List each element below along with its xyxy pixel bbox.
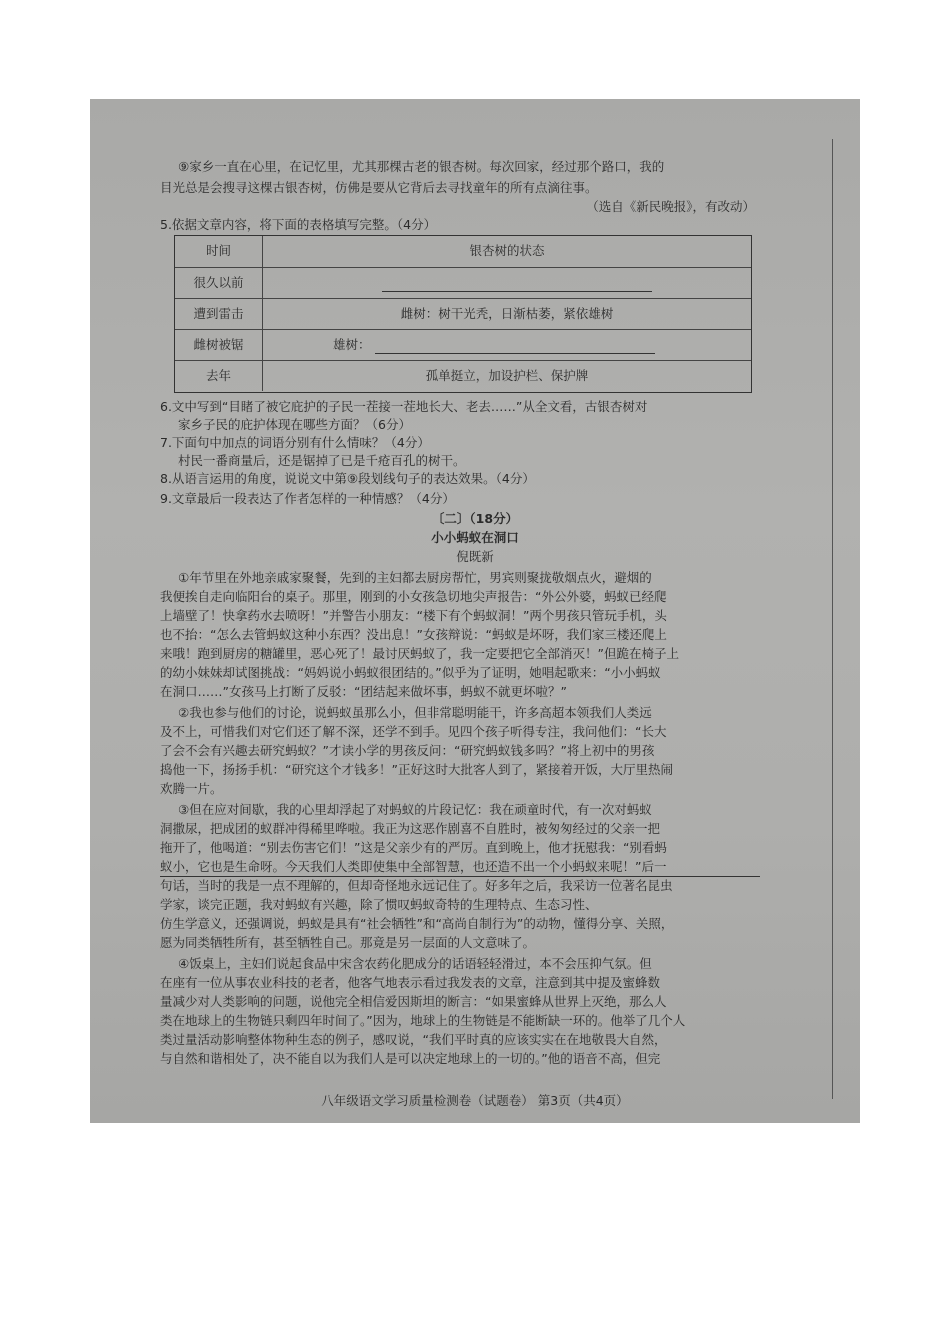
answer-blank[interactable] <box>382 275 652 292</box>
table-header-state: 银杏树的状态 <box>469 243 545 258</box>
table-cell-time: 遭到雷击 <box>175 299 263 329</box>
body-line: ③但在应对间歇，我的心里却浮起了对蚂蚁的片段记忆：我在顽童时代，有一次对蚂蚁 <box>178 802 652 817</box>
table-cell-state: 雌树：树干光秃，日渐枯萎，紧依雄树 <box>400 306 614 321</box>
body-line: 在座有一位从事农业科技的老者，他客气地表示看过我发表的文章，注意到其中提及蜜蜂数 <box>160 975 661 990</box>
section-heading: 〔二〕（18分） <box>431 511 519 526</box>
body-line: 上墙壁了！快拿药水去喷呀！”并警告小朋友：“楼下有个蚂蚁洞！”两个男孩只管玩手机，头 <box>160 608 667 623</box>
answer-table <box>174 235 752 393</box>
para-top-line-1: ⑨家乡一直在心里，在记忆里，尤其那棵古老的银杏树。每次回家，经过那个路口，我的 <box>178 159 665 174</box>
question-7: 7.下面句中加点的词语分别有什么情味？（4分） <box>160 435 430 450</box>
question-9: 9.文章最后一段表达了作者怎样的一种情感？（4分） <box>160 491 455 506</box>
table-cell-time: 雌树被锯 <box>175 330 263 360</box>
article-title: 小小蚂蚁在洞口 <box>431 530 519 545</box>
table-cell-state[interactable] <box>263 330 751 360</box>
body-line: 了会不会有兴趣去研究蚂蚁？”才读小学的男孩反问：“研究蚂蚁钱多吗？”将上初中的男孩 <box>160 743 655 758</box>
body-line: 我便挨自走向临阳台的桌子。那里，刚到的小女孩急切地尖声报告：“外公外婆，蚂蚁已经爬 <box>160 589 667 604</box>
body-line: 也不抬：“怎么去管蚂蚁这种小东西？没出息！”女孩辩说：“蚂蚁是坏呀，我们家三楼还爬上 <box>160 627 667 642</box>
para-top-line-2: 目光总是会搜寻这棵古银杏树，仿佛是要从它背后去寻找童年的所有点滴往事。 <box>160 180 598 195</box>
body-line: 来哦！跑到厨房的糖罐里，恶心死了！最讨厌蚂蚁了，我一定要把它全部消灭！”但跪在椅子上 <box>160 646 679 661</box>
body-line: 类在地球上的生物链只剩四年时间了。”因为，地球上的生物链是不能断缺一环的。他举了几个人 <box>160 1013 686 1028</box>
table-cell-time: 很久以前 <box>175 268 263 298</box>
question-8: 8.从语言运用的角度，说说文中第⑨段划线句子的表达效果。（4分） <box>160 471 535 486</box>
body-line: 学家，谈完正题，我对蚂蚁有兴趣，除了惯叹蚂蚁奇特的生理特点、生态习性、 <box>160 897 598 912</box>
table-header-time: 时间 <box>175 236 263 267</box>
body-line: 及不上，可惜我们对它们还了解不深，还学不到手。见四个孩子听得专注，我问他们：“长大 <box>160 724 667 739</box>
body-line: 洞撒尿，把成团的蚁群冲得稀里哗啦。我正为这恶作剧喜不自胜时，被匆匆经过的父亲一把 <box>160 821 661 836</box>
body-line: ①年节里在外地亲戚家聚餐，先到的主妇都去厨房帮忙，男宾则聚拢敬烟点火，避烟的 <box>178 570 652 585</box>
body-line: 捣他一下，扬扬手机：“研究这个才钱多！”正好这时大批客人到了，紧接着开饭，大厅里热闹 <box>160 762 673 777</box>
body-line: 的幼小妹妹却试图挑战：“妈妈说小蚂蚁很团结的。”似乎为了证明，她唱起歌来：“小小蚂蚁 <box>160 665 661 680</box>
body-line: 拖开了，他喝道：“别去伤害它们！”这是父亲少有的严厉。直到晚上，他才抚慰我：“别看蚂 <box>160 840 667 855</box>
table-row <box>175 267 751 298</box>
body-line: 欢腾一片。 <box>160 781 223 796</box>
body-line: 句话，当时的我是一点不理解的，但却奇怪地永远记住了。好多年之后，我采访一位著名昆虫 <box>160 878 673 893</box>
body-line: 愿为同类牺牲所有，甚至牺牲自己。那竟是另一层面的人文意味了。 <box>160 935 536 950</box>
question-5: 5.依据文章内容，将下面的表格填写完整。（4分） <box>160 217 437 232</box>
question-6-line-1: 6.文中写到“目睹了被它庇护的子民一茬接一茬地长大、老去……”从全文看，古银杏树对 <box>160 399 648 414</box>
exam-page <box>90 99 860 1123</box>
body-line: 在洞口……”女孩马上打断了反驳：“团结起来做坏事，蚂蚁不就更坏啦？” <box>160 684 567 699</box>
body-line: 与自然和谐相处了，决不能自以为我们人是可以决定地球上的一切的。”他的语音不高，但完 <box>160 1051 661 1066</box>
body-line: ②我也参与他们的讨论，说蚂蚁虽那么小，但非常聪明能干，许多高超本领我们人类远 <box>178 705 652 720</box>
body-line-underlined: 蚁小，它也是生命呀。今天我们人类即使集中全部智慧，也还造不出一个小蚂蚁来呢！”后一 <box>160 857 760 877</box>
body-line: ④饭桌上，主妇们说起食品中宋含农药化肥成分的话语轻轻滑过，本不会压抑气氛。但 <box>178 956 652 971</box>
page-footer: 八年级语文学习质量检测卷（试题卷） 第3页（共4页） <box>321 1093 629 1108</box>
body-line: 仿生学意义，还强调说，蚂蚁是具有“社会牺牲”和“高尚自制行为”的动物，懂得分享、关照， <box>160 916 674 931</box>
article-author: 倪既新 <box>456 549 494 564</box>
table-cell-state: 孤单挺立，加设护栏、保护牌 <box>425 368 589 383</box>
question-6-line-2: 家乡子民的庇护体现在哪些方面？（6分） <box>178 417 411 432</box>
photo-background <box>90 99 860 1123</box>
table-cell-state-label: 雄树： <box>333 337 371 352</box>
table-cell-blank[interactable] <box>263 268 751 298</box>
answer-blank[interactable] <box>375 337 655 354</box>
table-row <box>175 298 751 329</box>
table-header-row <box>175 236 751 267</box>
body-line: 量减少对人类影响的问题，说他完全相信爱因斯坦的断言：“如果蜜蜂从世界上灭绝，那么人 <box>160 994 667 1009</box>
table-row <box>175 360 751 391</box>
source-note: （选自《新民晚报》，有改动） <box>586 199 755 214</box>
table-row <box>175 329 751 360</box>
table-cell-time: 去年 <box>175 361 263 391</box>
margin-line <box>832 139 833 1099</box>
body-line: 类过量活动影响整体物种生态的例子，感叹说，“我们平时真的应该实实在在地敬畏大自然， <box>160 1032 667 1047</box>
question-7-sentence: 村民一番商量后，还是锯掉了已是千疮百孔的树干。 <box>178 453 466 468</box>
